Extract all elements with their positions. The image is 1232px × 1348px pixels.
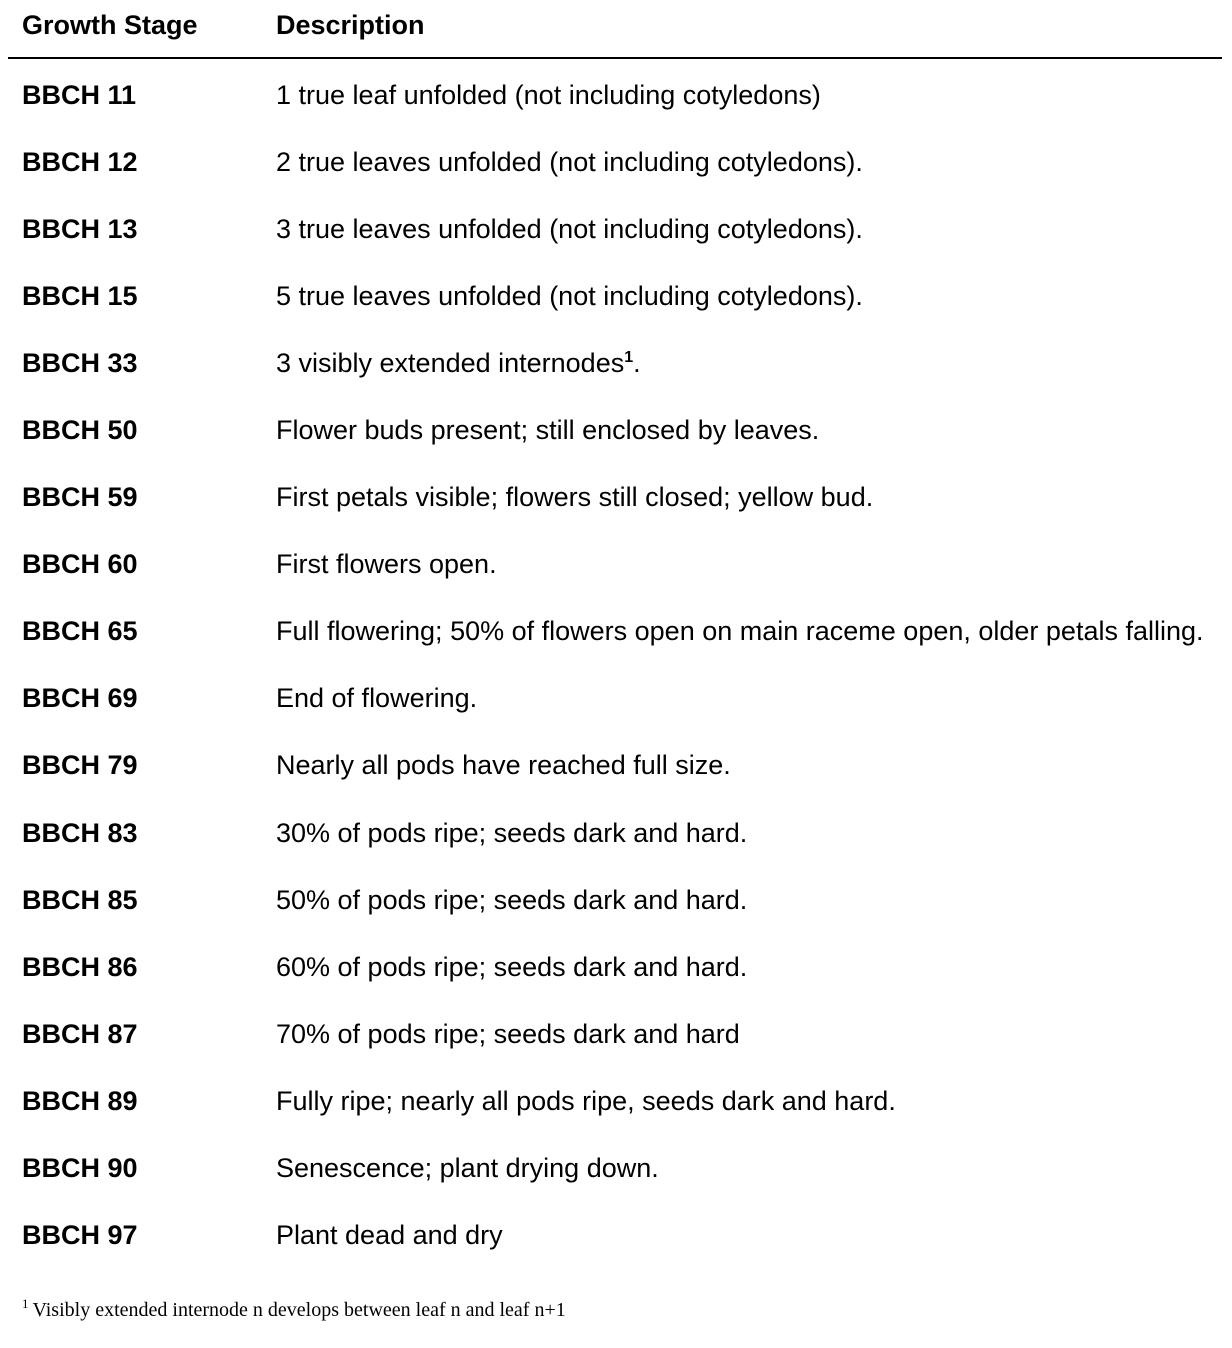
table-row bbox=[0, 866, 1232, 933]
growth-stage-cell: BBCH 11 bbox=[22, 79, 137, 110]
description-cell bbox=[276, 480, 1206, 514]
footnote bbox=[22, 1296, 566, 1324]
description-text: 70% of pods ripe; seeds dark and hard bbox=[276, 1018, 740, 1049]
table-row bbox=[0, 933, 1232, 1000]
header-growth-stage: Growth Stage bbox=[22, 10, 198, 40]
table-row bbox=[0, 598, 1232, 665]
growth-stage-cell: BBCH 97 bbox=[22, 1220, 138, 1251]
growth-stage-cell: BBCH 89 bbox=[22, 1085, 138, 1116]
growth-stage-cell: BBCH 69 bbox=[22, 683, 138, 714]
description-cell bbox=[276, 816, 1206, 850]
table-row bbox=[0, 665, 1232, 732]
header-rule bbox=[8, 57, 1222, 59]
table-row bbox=[0, 329, 1232, 396]
description-text: 60% of pods ripe; seeds dark and hard. bbox=[276, 951, 748, 982]
description-cell bbox=[276, 950, 1206, 984]
description-text: Plant dead and dry bbox=[276, 1220, 503, 1251]
table-body bbox=[0, 61, 1232, 1269]
growth-stage-cell: BBCH 60 bbox=[22, 549, 138, 580]
growth-stage-cell: BBCH 33 bbox=[22, 347, 138, 378]
growth-stage-cell: BBCH 79 bbox=[22, 750, 138, 781]
footnote-reference: 1 bbox=[624, 348, 634, 366]
description-text: 50% of pods ripe; seeds dark and hard. bbox=[276, 884, 748, 915]
description-cell bbox=[276, 346, 1206, 380]
table-row bbox=[0, 1000, 1232, 1067]
description-cell bbox=[276, 78, 1206, 112]
table-row bbox=[0, 464, 1232, 531]
footnote-mark: 1 bbox=[22, 1296, 29, 1312]
description-cell bbox=[276, 748, 1206, 782]
growth-stage-cell: BBCH 86 bbox=[22, 951, 138, 982]
table-row bbox=[0, 195, 1232, 262]
table-row bbox=[0, 531, 1232, 598]
description-text: Fully ripe; nearly all pods ripe, seeds dark and hard. bbox=[276, 1085, 896, 1116]
growth-stage-cell: BBCH 87 bbox=[22, 1018, 138, 1049]
description-suffix: . bbox=[633, 347, 641, 378]
growth-stage-cell: BBCH 59 bbox=[22, 482, 138, 513]
header-description: Description bbox=[276, 10, 425, 40]
table-row bbox=[0, 61, 1232, 128]
table-row bbox=[0, 1202, 1232, 1269]
description-text: Senescence; plant drying down. bbox=[276, 1153, 659, 1184]
description-text: First flowers open. bbox=[276, 549, 497, 580]
description-cell bbox=[276, 1151, 1206, 1185]
description-cell bbox=[276, 681, 1206, 715]
growth-stage-cell: BBCH 85 bbox=[22, 884, 138, 915]
description-text: 2 true leaves unfolded (not including cotyledons). bbox=[276, 146, 863, 177]
description-cell bbox=[276, 1017, 1206, 1051]
table-row bbox=[0, 1067, 1232, 1134]
growth-stage-cell: BBCH 65 bbox=[22, 616, 138, 647]
description-cell bbox=[276, 547, 1206, 581]
table-header bbox=[0, 0, 1232, 58]
description-cell bbox=[276, 614, 1206, 648]
description-cell bbox=[276, 413, 1206, 447]
description-text: Nearly all pods have reached full size. bbox=[276, 750, 731, 781]
description-text: 3 visibly extended internodes bbox=[276, 347, 625, 378]
growth-stage-cell: BBCH 90 bbox=[22, 1153, 138, 1184]
description-cell bbox=[276, 212, 1206, 246]
table-row bbox=[0, 799, 1232, 866]
description-text: First petals visible; flowers still closed; yellow bud. bbox=[276, 482, 874, 513]
table-row bbox=[0, 1135, 1232, 1202]
table-row bbox=[0, 396, 1232, 463]
table-row bbox=[0, 128, 1232, 195]
description-text: 5 true leaves unfolded (not including cotyledons). bbox=[276, 280, 863, 311]
table-row bbox=[0, 732, 1232, 799]
description-text: 3 true leaves unfolded (not including cotyledons). bbox=[276, 213, 863, 244]
growth-stage-cell: BBCH 50 bbox=[22, 415, 138, 446]
table-row bbox=[0, 262, 1232, 329]
description-text: 30% of pods ripe; seeds dark and hard. bbox=[276, 817, 748, 848]
description-cell bbox=[276, 1084, 1206, 1118]
growth-stage-cell: BBCH 83 bbox=[22, 817, 138, 848]
description-cell bbox=[276, 1218, 1206, 1252]
description-cell bbox=[276, 883, 1206, 917]
growth-stage-cell: BBCH 12 bbox=[22, 146, 138, 177]
description-text: End of flowering. bbox=[276, 683, 478, 714]
growth-stage-cell: BBCH 13 bbox=[22, 213, 138, 244]
description-cell bbox=[276, 279, 1206, 313]
footnote-text: Visibly extended internode n develops between leaf n and leaf n+1 bbox=[32, 1299, 566, 1321]
description-text: Flower buds present; still enclosed by leaves. bbox=[276, 415, 820, 446]
description-text: Full flowering; 50% of flowers open on main raceme open, older petals falling. bbox=[276, 616, 1204, 647]
growth-stage-cell: BBCH 15 bbox=[22, 280, 138, 311]
description-text: 1 true leaf unfolded (not including cotyledons) bbox=[276, 79, 821, 110]
description-cell bbox=[276, 145, 1206, 179]
